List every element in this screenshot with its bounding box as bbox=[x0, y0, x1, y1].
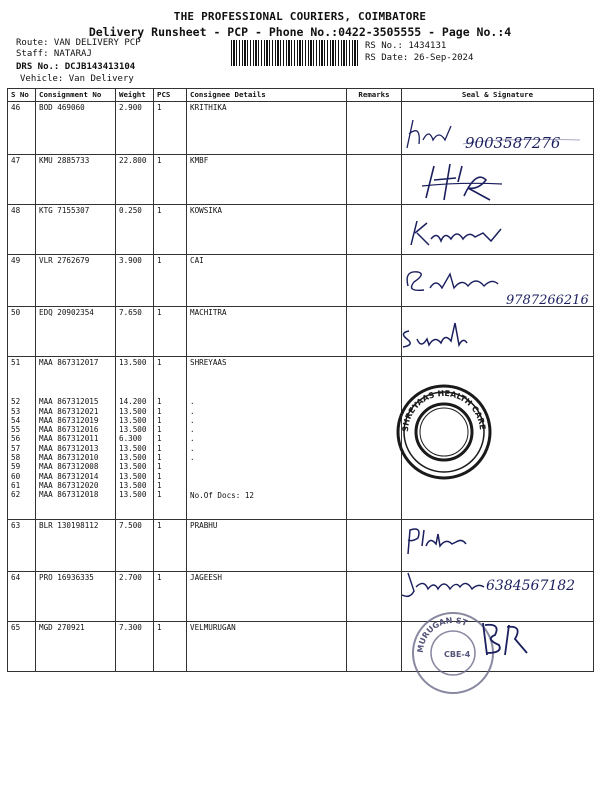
group-consignee: . bbox=[190, 406, 195, 416]
row-pcs: 1 bbox=[154, 572, 187, 622]
svg-text:6384567182: 6384567182 bbox=[486, 578, 576, 594]
group-weight: 13.500 bbox=[119, 462, 147, 472]
row-consignment-no: PRO 16936335 bbox=[36, 572, 116, 622]
row-sno: 49 bbox=[8, 255, 36, 307]
group-sno: 52 bbox=[11, 397, 21, 407]
group-pcs: 1 bbox=[157, 480, 162, 490]
group-consignment-no: MAA 867312013 bbox=[39, 443, 99, 453]
group-weight: 13.500 bbox=[119, 453, 147, 463]
row-weight: 7.650 bbox=[116, 307, 154, 357]
row-consignment-no: MAA 867312017 bbox=[39, 358, 99, 367]
group-pcs: 1 bbox=[157, 415, 162, 425]
row-sno: 65 bbox=[8, 622, 36, 672]
barcode bbox=[231, 40, 359, 66]
row-weight: 0.250 bbox=[116, 205, 154, 255]
row-consignee: KMBF bbox=[187, 155, 347, 205]
group-sno: 61 bbox=[11, 480, 21, 490]
row-pcs: 1 bbox=[154, 102, 187, 155]
group-consignee: . bbox=[190, 415, 195, 425]
group-weight-cell bbox=[116, 357, 154, 520]
row-sno: 48 bbox=[8, 205, 36, 255]
group-sno: 55 bbox=[11, 425, 21, 435]
row-consignee: JAGEESH bbox=[187, 572, 347, 622]
signature-prabhu bbox=[400, 520, 480, 560]
table-row-group bbox=[8, 357, 594, 520]
group-sno: 53 bbox=[11, 406, 21, 416]
row-weight: 22.800 bbox=[116, 155, 154, 205]
row-consignee: PRABHU bbox=[187, 520, 347, 572]
col-remarks: Remarks bbox=[347, 89, 402, 102]
row-consignment-no: VLR 2762679 bbox=[36, 255, 116, 307]
row-consignee: MACHITRA bbox=[187, 307, 347, 357]
row-weight: 2.900 bbox=[116, 102, 154, 155]
row-consignment-no: KMU 2885733 bbox=[36, 155, 116, 205]
row-consignee: VELMURUGAN bbox=[187, 622, 347, 672]
col-sno: S No bbox=[8, 89, 36, 102]
shreyaas-stamp-text: SHREYAAS HEALTH CARE bbox=[400, 388, 487, 433]
group-weight: 13.500 bbox=[119, 480, 147, 490]
group-sno: 56 bbox=[11, 434, 21, 444]
rs-number: RS No.: 1434131 bbox=[365, 41, 447, 51]
shreyaas-seal-stamp bbox=[394, 382, 494, 482]
group-sno: 57 bbox=[11, 443, 21, 453]
group-consignment-no: MAA 867312016 bbox=[39, 425, 99, 435]
row-weight: 13.500 bbox=[119, 358, 147, 367]
row-weight: 3.900 bbox=[116, 255, 154, 307]
row-sno: 47 bbox=[8, 155, 36, 205]
group-pcs: 1 bbox=[157, 397, 162, 407]
row-pcs: 1 bbox=[154, 255, 187, 307]
group-consignee: . bbox=[190, 443, 195, 453]
group-consignee: . bbox=[190, 434, 195, 444]
row-pcs: 1 bbox=[154, 520, 187, 572]
group-consignment-no: MAA 867312015 bbox=[39, 397, 99, 407]
row-consignment-no: BLR 130198112 bbox=[36, 520, 116, 572]
group-weight: 13.500 bbox=[119, 415, 147, 425]
group-pcs: 1 bbox=[157, 434, 162, 444]
row-weight: 2.700 bbox=[116, 572, 154, 622]
group-consignment-no: MAA 867312019 bbox=[39, 415, 99, 425]
row-remarks bbox=[347, 622, 402, 672]
signature-velmurugan bbox=[475, 615, 545, 660]
runsheet-title: Delivery Runsheet - PCP - Phone No.:0422-3505555 - Page No.:4 bbox=[88, 25, 512, 39]
row-sno: 51 bbox=[11, 358, 21, 367]
signature-cai bbox=[400, 260, 595, 310]
group-weight: 13.500 bbox=[119, 471, 147, 481]
group-weight: 6.300 bbox=[119, 434, 142, 444]
group-weight: 14.200 bbox=[119, 397, 147, 407]
svg-text:9787266216: 9787266216 bbox=[506, 293, 589, 308]
table-row bbox=[8, 307, 594, 357]
group-sno: 58 bbox=[11, 453, 21, 463]
group-consignee-cell bbox=[187, 357, 347, 520]
signature-jageesh bbox=[398, 565, 598, 610]
table-header-row bbox=[8, 89, 594, 102]
vehicle-label: Vehicle: Van Delivery bbox=[20, 74, 134, 84]
col-pcs: PCS bbox=[154, 89, 187, 102]
route-label: Route: VAN DELIVERY PCP bbox=[16, 38, 141, 48]
row-remarks bbox=[347, 102, 402, 155]
row-sno: 46 bbox=[8, 102, 36, 155]
row-consignee: SHREYAAS bbox=[190, 358, 227, 367]
row-consignment-no: EDQ 20902354 bbox=[36, 307, 116, 357]
row-consignment-no: BOD 469060 bbox=[36, 102, 116, 155]
row-remarks bbox=[347, 255, 402, 307]
row-weight: 7.500 bbox=[116, 520, 154, 572]
row-pcs: 1 bbox=[154, 622, 187, 672]
row-consignment-no: MGD 270921 bbox=[36, 622, 116, 672]
group-weight: 13.500 bbox=[119, 443, 147, 453]
group-consignment-no: MAA 867312018 bbox=[39, 490, 99, 500]
row-pcs: 1 bbox=[154, 307, 187, 357]
svg-text:9003587276: 9003587276 bbox=[465, 134, 561, 152]
row-sno: 50 bbox=[8, 307, 36, 357]
row-consignee: KRITHIKA bbox=[187, 102, 347, 155]
rs-date: RS Date: 26-Sep-2024 bbox=[365, 53, 474, 63]
group-consignment-no: MAA 867312010 bbox=[39, 453, 99, 463]
row-weight: 7.300 bbox=[116, 622, 154, 672]
col-consignee-details: Consignee Details bbox=[187, 89, 347, 102]
group-pcs: 1 bbox=[157, 406, 162, 416]
velmurugan-stamp-text: MURUGAN ST bbox=[415, 615, 469, 654]
col-consignment-no: Consignment No bbox=[36, 89, 116, 102]
row-pcs: 1 bbox=[154, 205, 187, 255]
drs-number: DRS No.: DCJB143413104 bbox=[16, 62, 136, 72]
signature-kmbf bbox=[420, 160, 510, 205]
group-sno: 59 bbox=[11, 462, 21, 472]
signature-machitra bbox=[395, 315, 475, 355]
row-pcs: 1 bbox=[157, 358, 162, 367]
group-consignee: . bbox=[190, 453, 195, 463]
group-pcs: 1 bbox=[157, 443, 162, 453]
company-title: THE PROFESSIONAL COURIERS, COIMBATORE bbox=[173, 10, 427, 23]
table-row bbox=[8, 520, 594, 572]
group-pcs: 1 bbox=[157, 453, 162, 463]
row-consignment-no: KTG 7155307 bbox=[36, 205, 116, 255]
col-seal-signature: Seal & Signature bbox=[402, 89, 594, 102]
group-weight: 13.500 bbox=[119, 490, 147, 500]
row-remarks bbox=[347, 520, 402, 572]
group-consignee: . bbox=[190, 397, 195, 407]
group-sno-cell bbox=[8, 357, 36, 520]
group-sno: 62 bbox=[11, 490, 21, 500]
velmurugan-stamp-inner: CBE-4 bbox=[444, 650, 471, 659]
col-weight: Weight bbox=[116, 89, 154, 102]
group-consignment-no: MAA 867312020 bbox=[39, 480, 99, 490]
group-pcs: 1 bbox=[157, 471, 162, 481]
group-pcs: 1 bbox=[157, 425, 162, 435]
row-pcs: 1 bbox=[154, 155, 187, 205]
group-sno: 54 bbox=[11, 415, 21, 425]
group-consignment-no: MAA 867312011 bbox=[39, 434, 99, 444]
docs-count: No.Of Docs: 12 bbox=[190, 491, 255, 501]
row-sno: 63 bbox=[8, 520, 36, 572]
row-remarks bbox=[347, 307, 402, 357]
group-consignment-no: MAA 867312014 bbox=[39, 471, 99, 481]
row-consignee: KOWSIKA bbox=[187, 205, 347, 255]
row-remarks bbox=[347, 572, 402, 622]
row-remarks bbox=[347, 205, 402, 255]
staff-label: Staff: NATARAJ bbox=[16, 49, 92, 59]
group-weight: 13.500 bbox=[119, 406, 147, 416]
svg-text:MURUGAN ST bbox=[416, 616, 469, 653]
group-pcs: 1 bbox=[157, 490, 162, 500]
group-consignment-no: MAA 867312008 bbox=[39, 462, 99, 472]
group-pcs-cell bbox=[154, 357, 187, 520]
group-sno: 60 bbox=[11, 471, 21, 481]
group-consignment-no: MAA 867312021 bbox=[39, 406, 99, 416]
group-pcs: 1 bbox=[157, 462, 162, 472]
group-consignment-cell bbox=[36, 357, 116, 520]
group-consignee: . bbox=[190, 425, 195, 435]
signature-kowsika bbox=[405, 215, 515, 255]
group-weight: 13.500 bbox=[119, 425, 147, 435]
row-consignee: CAI bbox=[187, 255, 347, 307]
signature-krithika bbox=[395, 110, 595, 160]
row-remarks bbox=[347, 155, 402, 205]
row-sno: 64 bbox=[8, 572, 36, 622]
